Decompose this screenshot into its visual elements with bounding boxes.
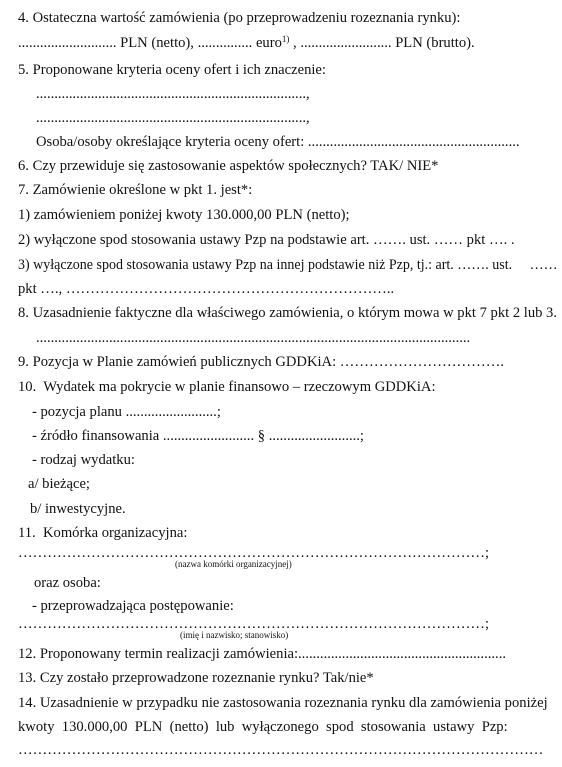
section-10-current: a/ bieżące; — [28, 476, 90, 492]
section-7-title: 7. Zamówienie określone w pkt 1. jest*: — [18, 182, 253, 198]
section-14-blank-line: ……………………………………………………………………………………………… — [18, 742, 544, 758]
section-10-funding-source: - źródło finansowania ......................... § .........................; — [32, 428, 364, 444]
footnote-marker: 1) — [281, 34, 290, 44]
section-10-title: 10. Wydatek ma pokrycie w planie finansowo – rzeczowym GDDKiA: — [18, 379, 436, 395]
section-7-option-3-continued: pkt …., ………………………………………………………….. — [18, 281, 395, 297]
section-11-person: oraz osoba: — [34, 575, 101, 591]
section-4-values-start: ........................... PLN (netto), ............... euro — [18, 35, 282, 51]
section-7-option-3: 3) wyłączone spod stosowania ustawy Pzp na innej podstawie niż Pzp, tj.: art. ……. ust. …… — [18, 257, 558, 273]
section-10-plan-position: - pozycja planu .........................; — [32, 404, 221, 420]
section-9: 9. Pozycja w Planie zamówień publicznych GDDKiA: ……………………………. — [18, 354, 504, 370]
section-8-blank-line: ....................................................................................................................... — [36, 330, 471, 346]
section-11-caption-person: (imię i nazwisko; stanowisko) — [180, 630, 289, 640]
section-5-blank-line-2: .........................................................................., — [36, 110, 310, 126]
section-11-blank-line-2: ……………………………………………………………………………………; — [18, 616, 490, 632]
section-13: 13. Czy zostało przeprowadzone rozeznanie rynku? Tak/nie* — [18, 670, 374, 686]
section-8-title: 8. Uzasadnienie faktyczne dla właściwego zamówienia, o którym mowa w pkt 7 pkt 2 lub 3. — [18, 305, 558, 321]
section-10-expense-type: - rodzaj wydatku: — [32, 452, 135, 468]
section-6: 6. Czy przewiduje się zastosowanie aspektów społecznych? TAK/ NIE* — [18, 158, 439, 174]
section-11-title: 11. Komórka organizacyjna: — [18, 525, 188, 541]
section-11-conducting: - przeprowadzająca postępowanie: — [32, 598, 234, 614]
section-5-blank-line-1: .........................................................................., — [36, 86, 310, 102]
section-5-persons: Osoba/osoby określające kryteria oceny ofert: .......................................................... — [36, 134, 520, 150]
section-10-investment: b/ inwestycyjne. — [30, 501, 126, 517]
section-7-option-1: 1) zamówieniem poniżej kwoty 130.000,00 PLN (netto); — [18, 207, 350, 223]
section-11-blank-line-1: ……………………………………………………………………………………; — [18, 545, 490, 561]
section-7-option-2: 2) wyłączone spod stosowania ustawy Pzp na podstawie art. ……. ust. …… pkt …. . — [18, 232, 515, 248]
section-12: 12. Proponowany termin realizacji zamówienia:......................................................... — [18, 646, 506, 662]
section-11-caption-unit: (nazwa komórki organizacyjnej) — [175, 559, 292, 569]
section-4-values-end: , ......................... PLN (brutto). — [289, 35, 475, 51]
section-14-line-1: 14. Uzasadnienie w przypadku nie zastosowania rozeznania rynku dla zamówienia poniżej — [18, 695, 548, 711]
section-5-title: 5. Proponowane kryteria oceny ofert i ich znaczenie: — [18, 62, 326, 78]
section-4-values — [18, 36, 475, 51]
section-4-title: 4. Ostateczna wartość zamówienia (po przeprowadzeniu rozeznania rynku): — [18, 10, 461, 26]
section-14-line-2: kwoty 130.000,00 PLN (netto) lub wyłączonego spod stosowania ustawy Pzp: — [18, 719, 508, 735]
